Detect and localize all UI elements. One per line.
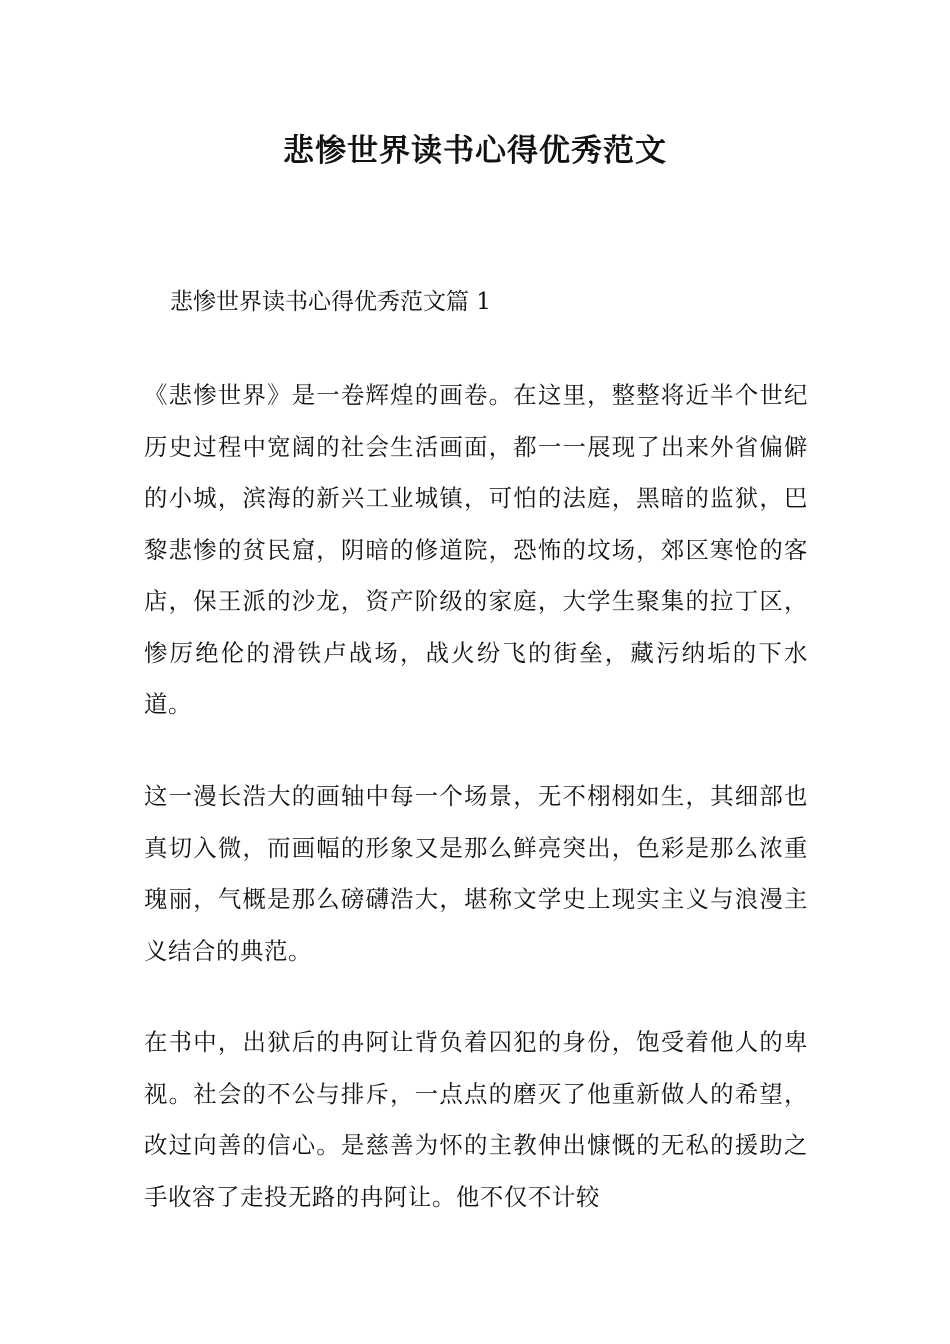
paragraph-1: 《悲惨世界》是一卷辉煌的画卷。在这里，整整将近半个世纪历史过程中宽阔的社会生活画面，都一一展现了出来外省偏僻的小城，滨海的新兴工业城镇，可怕的法庭，黑暗的监狱，巴黎悲惨的贫民窟，阴暗的修道院，恐怖的坟场，郊区寒怆的客店，保王派的沙龙，资产阶级的家庭，大学生聚集的拉丁区，惨厉绝伦的滑铁卢战场，战火纷飞的街垒，藏污纳垢的下水道。 [144,381,808,718]
paragraph-3: 在书中，出狱后的冉阿让背负着囚犯的身份，饱受着他人的卑视。社会的不公与排斥，一点点的磨灭了他重新做人的希望，改过向善的信心。是慈善为怀的主教伸出慷慨的无私的援助之手收容了走投无路的冉阿让。他不仅不计较 [144,1028,808,1211]
document-title: 悲惨世界读书心得优秀范文 [283,133,667,169]
paragraph-2: 这一漫长浩大的画轴中每一个场景，无不栩栩如生，其细部也真切入微，而画幅的形象又是那么鲜亮突出，色彩是那么浓重瑰丽，气概是那么磅礴浩大，堪称文学史上现实主义与浪漫主义结合的典范。 [144,782,808,965]
section-heading: 悲惨世界读书心得优秀范文篇 1 [170,289,491,315]
